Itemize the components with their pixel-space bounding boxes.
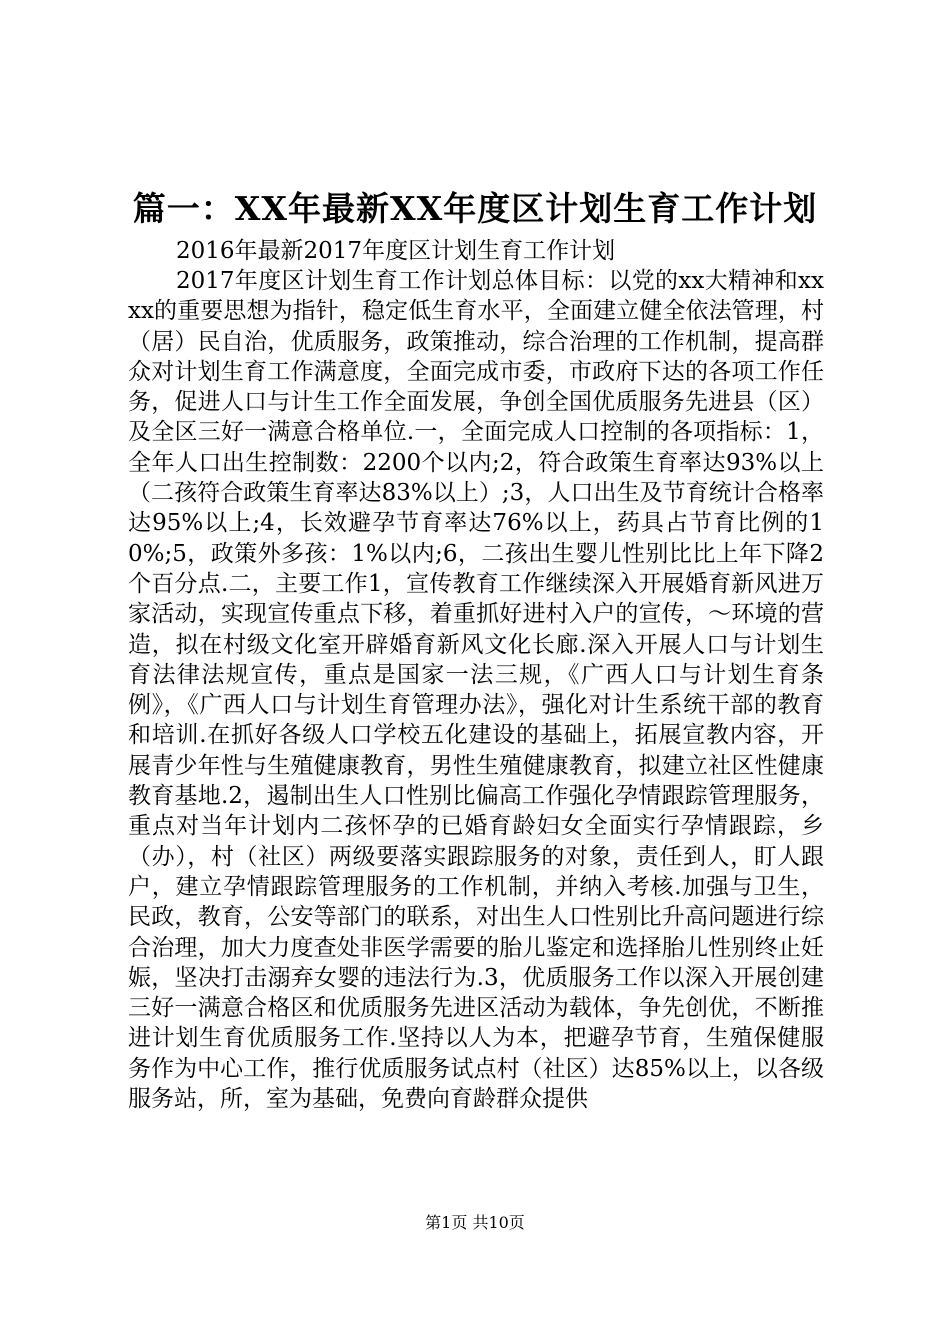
document-body: 2017年度区计划生育工作计划总体目标：以党的xx大精神和xxxx的重要思想为指针，稳定低生育水平，全面建立健全依法管理，村（居）民自治，优质服务，政策推动，综合治理的工作机制，提高群众对计划生育工作满意度，全面完成市委，市政府下达的各项工作任务，促进人口与计生工作全面发展，争创全国优质服务先进县（区）及全区三好一满意合格单位.一，全面完成人口控制的各项指标：1，全年人口出生控制数：2200个以内;2，符合政策生育率达93%以上（二孩符合政策生育率达83%以上）;3，人口出生及节育统计合格率达95%以上;4，长效避孕节育率达76%以上，药具占节育比例的10%;5，政策外多孩：1%以内;6，二孩出生婴儿性别比比上年下降2个百分点.二，主要工作1，宣传教育工作继续深入开展婚育新风进万家活动，实现宣传重点下移，着重抓好进村入户的宣传，～环境的营造，拟在村级文化室开辟婚育新风文化长廊.深入开展人口与计划生育法律法规宣传，重点是国家一法三规，《广西人口与计划生育条例》，《广西人口与计划生育管理办法》，强化对计生系统干部的教育和培训.在抓好各级人口学校五化建设的基础上，拓展宣教内容，开展青少年性与生殖健康教育，男性生殖健康教育，拟建立社区性健康教育基地.2，遏制出生人口性别比偏高工作强化孕情跟踪管理服务，重点对当年计划内二孩怀孕的已婚育龄妇女全面实行孕情跟踪，乡（办），村（社区）两级要落实跟踪服务的对象，责任到人，盯人跟户，建立孕情跟踪管理服务的工作机制，并纳入考核.加强与卫生，民政，教育，公安等部门的联系，对出生人口性别比升高问题进行综合治理，加大力度查处非医学需要的胎儿鉴定和选择胎儿性别终止妊娠，坚决打击溺弃女婴的违法行为.3，优质服务工作以深入开展创建三好一满意合格区和优质服务先进区活动为载体，争先创优，不断推进计划生育优质服务工作.坚持以人为本，把避孕节育，生殖保健服务作为中心工作，推行优质服务试点村（社区）达85%以上，以各级服务站，所，室为基础，免费向育龄群众提供	[128, 268, 824, 1113]
document-subtitle: 2016年最新2017年度区计划生育工作计划	[176, 238, 616, 264]
document-title: 篇一：XX年最新XX年度区计划生育工作计划	[132, 189, 818, 228]
page-number: 第1页 共10页	[425, 1213, 525, 1232]
